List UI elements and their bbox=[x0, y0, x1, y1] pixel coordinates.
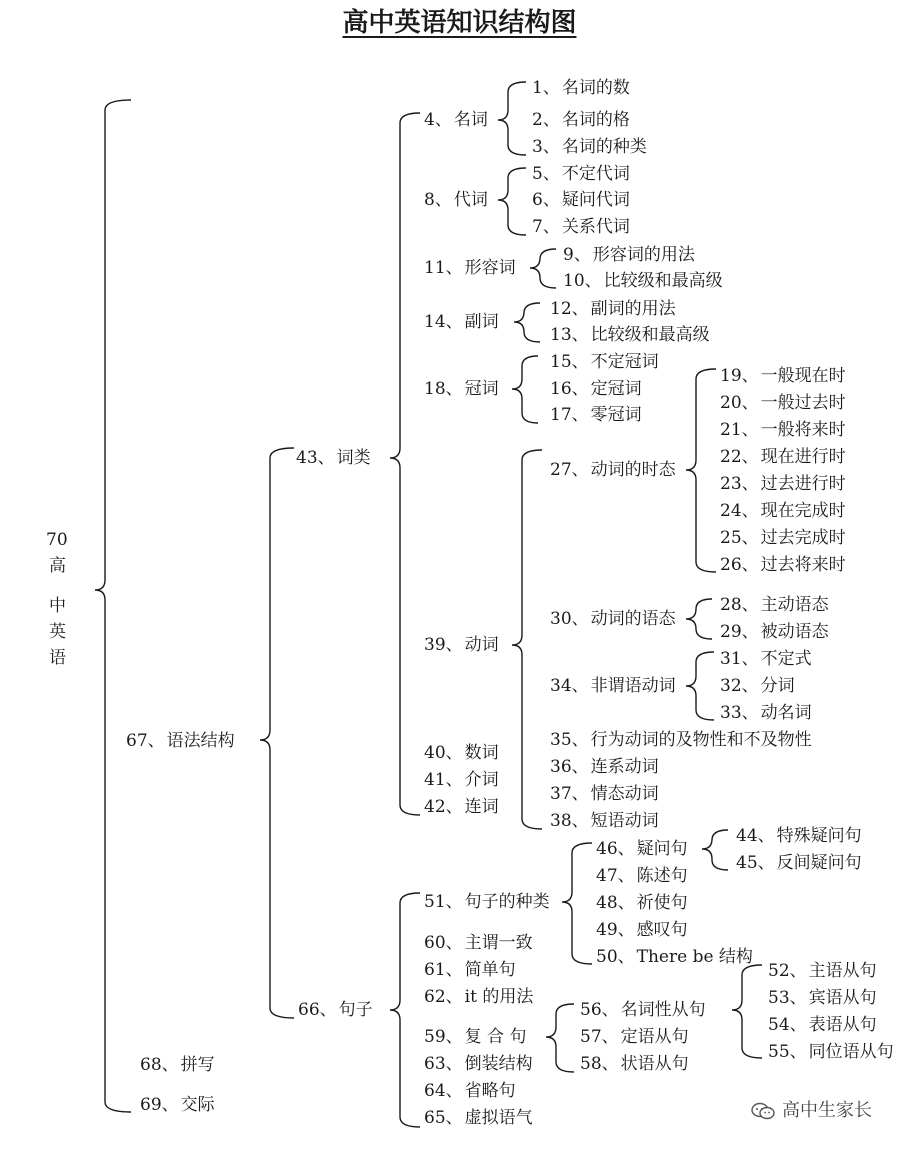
node-text: 过去将来时 bbox=[760, 555, 846, 575]
node-text: 副词的用法 bbox=[590, 299, 676, 319]
node-n21 bbox=[720, 420, 846, 440]
node-text: 过去进行时 bbox=[760, 474, 846, 494]
node-text: 名词的格 bbox=[561, 110, 630, 130]
node-number: 57、 bbox=[580, 1027, 619, 1047]
root-number: 70 bbox=[46, 530, 68, 550]
node-n41 bbox=[424, 770, 499, 790]
node-number: 18、 bbox=[424, 379, 463, 399]
node-text: 语法结构 bbox=[166, 731, 235, 751]
node-text: it 的用法 bbox=[464, 987, 534, 1007]
node-number: 51、 bbox=[424, 892, 463, 912]
node-number: 16、 bbox=[550, 379, 589, 399]
node-text: 感叹句 bbox=[636, 920, 688, 940]
node-text: 祈使句 bbox=[636, 893, 688, 913]
node-n37 bbox=[550, 784, 659, 804]
node-n14 bbox=[424, 312, 499, 332]
node-text: 主语从句 bbox=[808, 961, 877, 981]
brace-6 bbox=[530, 249, 556, 288]
node-number: 19、 bbox=[720, 366, 759, 386]
brace-12 bbox=[686, 652, 714, 720]
node-n17 bbox=[550, 405, 642, 425]
node-n35 bbox=[550, 730, 812, 750]
node-text: 动词的语态 bbox=[590, 609, 676, 629]
brace-9 bbox=[512, 450, 542, 829]
node-text: 短语动词 bbox=[590, 811, 659, 831]
node-number: 53、 bbox=[768, 988, 807, 1008]
node-n6 bbox=[532, 190, 630, 210]
node-n4 bbox=[424, 110, 488, 130]
node-text: 行为动词的及物性和不及物性 bbox=[590, 730, 812, 750]
node-text: 定冠词 bbox=[590, 379, 642, 399]
node-n12 bbox=[550, 299, 676, 319]
brace-13 bbox=[562, 843, 592, 964]
node-text: 动词的时态 bbox=[590, 460, 676, 480]
brace-16 bbox=[732, 965, 762, 1058]
node-n51 bbox=[424, 892, 550, 912]
node-number: 36、 bbox=[550, 757, 589, 777]
node-text: 介词 bbox=[464, 770, 499, 790]
node-text: 形容词 bbox=[464, 258, 516, 278]
node-n57 bbox=[580, 1027, 689, 1047]
node-n40 bbox=[424, 743, 499, 763]
node-n33 bbox=[720, 703, 812, 723]
node-n38 bbox=[550, 811, 659, 831]
node-text: 不定冠词 bbox=[590, 352, 659, 372]
node-text: 名词的种类 bbox=[561, 137, 647, 157]
node-number: 49、 bbox=[596, 920, 635, 940]
node-n48 bbox=[596, 893, 688, 913]
node-text: 倒装结构 bbox=[464, 1054, 533, 1074]
node-number: 14、 bbox=[424, 312, 463, 332]
node-number: 52、 bbox=[768, 961, 807, 981]
node-text: 特殊疑问句 bbox=[776, 826, 862, 846]
node-text: 拼写 bbox=[180, 1055, 215, 1075]
node-text: 形容词的用法 bbox=[592, 245, 695, 265]
node-n3 bbox=[532, 137, 647, 157]
brace-11 bbox=[686, 599, 712, 639]
node-text: 反间疑问句 bbox=[776, 853, 862, 873]
node-n23 bbox=[720, 474, 846, 494]
node-n1 bbox=[532, 78, 630, 98]
node-number: 6、 bbox=[532, 190, 560, 210]
node-text: 冠词 bbox=[464, 379, 499, 399]
node-number: 50、 bbox=[596, 947, 635, 967]
node-number: 67、 bbox=[126, 731, 165, 751]
node-number: 24、 bbox=[720, 501, 759, 521]
node-n25 bbox=[720, 528, 846, 548]
node-n62 bbox=[424, 987, 533, 1007]
node-n13 bbox=[550, 325, 710, 345]
node-number: 27、 bbox=[550, 460, 589, 480]
node-number: 63、 bbox=[424, 1054, 463, 1074]
node-n39 bbox=[424, 635, 499, 655]
node-number: 61、 bbox=[424, 960, 463, 980]
node-text: 主谓一致 bbox=[464, 933, 533, 953]
node-n15 bbox=[550, 352, 659, 372]
node-number: 30、 bbox=[550, 609, 589, 629]
node-text: 动名词 bbox=[760, 703, 812, 723]
node-number: 32、 bbox=[720, 676, 759, 696]
brace-2 bbox=[390, 113, 420, 815]
node-n60 bbox=[424, 933, 533, 953]
node-n24 bbox=[720, 501, 846, 521]
node-number: 29、 bbox=[720, 622, 759, 642]
node-n66 bbox=[298, 1000, 373, 1020]
node-text: 句子的种类 bbox=[464, 892, 550, 912]
root-char-2: 中 bbox=[49, 596, 66, 616]
node-text: 疑问句 bbox=[636, 839, 688, 859]
node-n54 bbox=[768, 1015, 877, 1035]
node-n29 bbox=[720, 622, 829, 642]
node-n32 bbox=[720, 676, 795, 696]
node-text: 被动语态 bbox=[760, 622, 829, 642]
node-n8 bbox=[424, 190, 488, 210]
brace-1 bbox=[260, 448, 294, 1018]
brace-14 bbox=[702, 830, 728, 870]
node-text: 连系动词 bbox=[590, 757, 659, 777]
watermark bbox=[750, 1096, 872, 1122]
node-text: 表语从句 bbox=[808, 1015, 877, 1035]
node-text: 宾语从句 bbox=[808, 988, 877, 1008]
node-text: 省略句 bbox=[464, 1081, 516, 1101]
node-n56 bbox=[580, 1000, 706, 1020]
node-number: 65、 bbox=[424, 1108, 463, 1128]
node-n30 bbox=[550, 609, 676, 629]
node-n27 bbox=[550, 460, 676, 480]
node-number: 35、 bbox=[550, 730, 589, 750]
node-text: 疑问代词 bbox=[561, 190, 630, 210]
node-n45 bbox=[736, 853, 862, 873]
node-text: 虚拟语气 bbox=[464, 1108, 533, 1128]
node-text: 复 合 句 bbox=[464, 1027, 527, 1047]
node-text: 同位语从句 bbox=[808, 1042, 894, 1062]
node-n59 bbox=[424, 1027, 526, 1047]
node-number: 47、 bbox=[596, 866, 635, 886]
node-text: 简单句 bbox=[464, 960, 516, 980]
node-number: 25、 bbox=[720, 528, 759, 548]
node-text: 名词 bbox=[453, 110, 488, 130]
node-number: 56、 bbox=[580, 1000, 619, 1020]
brace-7 bbox=[514, 303, 540, 342]
node-number: 17、 bbox=[550, 405, 589, 425]
node-number: 7、 bbox=[532, 217, 560, 237]
node-text: 数词 bbox=[464, 743, 499, 763]
node-text: 句子 bbox=[338, 1000, 373, 1020]
node-number: 34、 bbox=[550, 676, 589, 696]
node-text: 关系代词 bbox=[561, 217, 630, 237]
diagram-title: 高中英语知识结构图 bbox=[342, 8, 577, 38]
node-number: 21、 bbox=[720, 420, 759, 440]
node-n19 bbox=[720, 366, 846, 386]
node-number: 48、 bbox=[596, 893, 635, 913]
node-text: 过去完成时 bbox=[760, 528, 846, 548]
node-n18 bbox=[424, 379, 499, 399]
brace-0 bbox=[95, 100, 131, 1112]
node-text: 零冠词 bbox=[590, 405, 642, 425]
brace-8 bbox=[512, 356, 538, 423]
node-number: 20、 bbox=[720, 393, 759, 413]
node-n50 bbox=[596, 947, 753, 967]
node-number: 39、 bbox=[424, 635, 463, 655]
node-text: 定语从句 bbox=[620, 1027, 689, 1047]
brace-5 bbox=[498, 168, 526, 235]
node-number: 62、 bbox=[424, 987, 463, 1007]
node-number: 12、 bbox=[550, 299, 589, 319]
node-number: 37、 bbox=[550, 784, 589, 804]
node-n68 bbox=[140, 1055, 215, 1075]
node-number: 10、 bbox=[563, 271, 602, 291]
node-number: 8、 bbox=[424, 190, 452, 210]
node-n11 bbox=[424, 258, 516, 278]
node-n16 bbox=[550, 379, 642, 399]
root-char-1: 高 bbox=[49, 556, 66, 576]
node-text: 不定式 bbox=[760, 649, 812, 669]
node-n58 bbox=[580, 1054, 689, 1074]
node-number: 4、 bbox=[424, 110, 452, 130]
node-text: 情态动词 bbox=[590, 784, 659, 804]
node-number: 41、 bbox=[424, 770, 463, 790]
node-n53 bbox=[768, 988, 877, 1008]
node-number: 44、 bbox=[736, 826, 775, 846]
node-number: 58、 bbox=[580, 1054, 619, 1074]
node-n10 bbox=[563, 271, 723, 291]
node-number: 46、 bbox=[596, 839, 635, 859]
node-text: There be 结构 bbox=[636, 947, 753, 967]
node-number: 64、 bbox=[424, 1081, 463, 1101]
node-number: 43、 bbox=[296, 448, 335, 468]
node-n43 bbox=[296, 448, 371, 468]
node-n34 bbox=[550, 676, 676, 696]
node-text: 副词 bbox=[464, 312, 499, 332]
node-text: 主动语态 bbox=[760, 595, 829, 615]
node-n20 bbox=[720, 393, 846, 413]
node-number: 28、 bbox=[720, 595, 759, 615]
node-number: 60、 bbox=[424, 933, 463, 953]
node-number: 13、 bbox=[550, 325, 589, 345]
node-text: 现在进行时 bbox=[760, 447, 846, 467]
node-number: 45、 bbox=[736, 853, 775, 873]
node-number: 11、 bbox=[424, 258, 463, 278]
node-text: 分词 bbox=[760, 676, 795, 696]
brace-3 bbox=[390, 893, 420, 1127]
node-number: 26、 bbox=[720, 555, 759, 575]
brace-4 bbox=[498, 82, 526, 155]
node-n67 bbox=[126, 731, 235, 751]
node-n26 bbox=[720, 555, 846, 575]
node-n69 bbox=[140, 1095, 215, 1115]
node-text: 比较级和最高级 bbox=[590, 325, 710, 345]
node-text: 一般现在时 bbox=[760, 366, 846, 386]
node-text: 词类 bbox=[336, 448, 371, 468]
node-text: 名词性从句 bbox=[620, 1000, 706, 1020]
node-number: 55、 bbox=[768, 1042, 807, 1062]
node-n55 bbox=[768, 1042, 894, 1062]
node-text: 一般过去时 bbox=[760, 393, 846, 413]
node-n28 bbox=[720, 595, 829, 615]
node-n61 bbox=[424, 960, 516, 980]
node-n42 bbox=[424, 797, 499, 817]
node-n2 bbox=[532, 110, 630, 130]
root-char-4: 语 bbox=[49, 648, 66, 668]
node-text: 代词 bbox=[453, 190, 488, 210]
node-number: 3、 bbox=[532, 137, 560, 157]
node-number: 1、 bbox=[532, 78, 560, 98]
node-n63 bbox=[424, 1054, 533, 1074]
node-text: 一般将来时 bbox=[760, 420, 846, 440]
node-number: 15、 bbox=[550, 352, 589, 372]
node-text: 动词 bbox=[464, 635, 499, 655]
watermark-text: 高中生家长 bbox=[782, 1100, 872, 1121]
node-text: 非谓语动词 bbox=[590, 676, 676, 696]
node-number: 33、 bbox=[720, 703, 759, 723]
node-text: 现在完成时 bbox=[760, 501, 846, 521]
node-text: 连词 bbox=[464, 797, 499, 817]
node-text: 不定代词 bbox=[561, 164, 630, 184]
node-text: 名词的数 bbox=[561, 78, 630, 98]
node-number: 31、 bbox=[720, 649, 759, 669]
brace-15 bbox=[546, 1004, 574, 1072]
node-number: 66、 bbox=[298, 1000, 337, 1020]
node-number: 40、 bbox=[424, 743, 463, 763]
node-n5 bbox=[532, 164, 630, 184]
node-number: 5、 bbox=[532, 164, 560, 184]
root-char-3: 英 bbox=[49, 622, 66, 642]
node-number: 22、 bbox=[720, 447, 759, 467]
node-n46 bbox=[596, 839, 688, 859]
node-n7 bbox=[532, 217, 630, 237]
node-number: 69、 bbox=[140, 1095, 179, 1115]
wechat-icon bbox=[750, 1101, 776, 1121]
node-n52 bbox=[768, 961, 877, 981]
node-number: 59、 bbox=[424, 1027, 463, 1047]
node-number: 54、 bbox=[768, 1015, 807, 1035]
node-n64 bbox=[424, 1081, 516, 1101]
node-n36 bbox=[550, 757, 659, 777]
node-text: 交际 bbox=[180, 1095, 215, 1115]
node-number: 38、 bbox=[550, 811, 589, 831]
node-number: 68、 bbox=[140, 1055, 179, 1075]
node-n22 bbox=[720, 447, 846, 467]
node-n9 bbox=[563, 245, 695, 265]
node-number: 2、 bbox=[532, 110, 560, 130]
node-text: 陈述句 bbox=[636, 866, 688, 886]
node-text: 比较级和最高级 bbox=[603, 271, 723, 291]
node-number: 9、 bbox=[563, 245, 591, 265]
node-n49 bbox=[596, 920, 688, 940]
node-n44 bbox=[736, 826, 862, 846]
node-n31 bbox=[720, 649, 812, 669]
node-number: 42、 bbox=[424, 797, 463, 817]
node-n65 bbox=[424, 1108, 533, 1128]
brace-10 bbox=[686, 369, 716, 572]
node-number: 23、 bbox=[720, 474, 759, 494]
node-text: 状语从句 bbox=[620, 1054, 689, 1074]
node-n47 bbox=[596, 866, 688, 886]
